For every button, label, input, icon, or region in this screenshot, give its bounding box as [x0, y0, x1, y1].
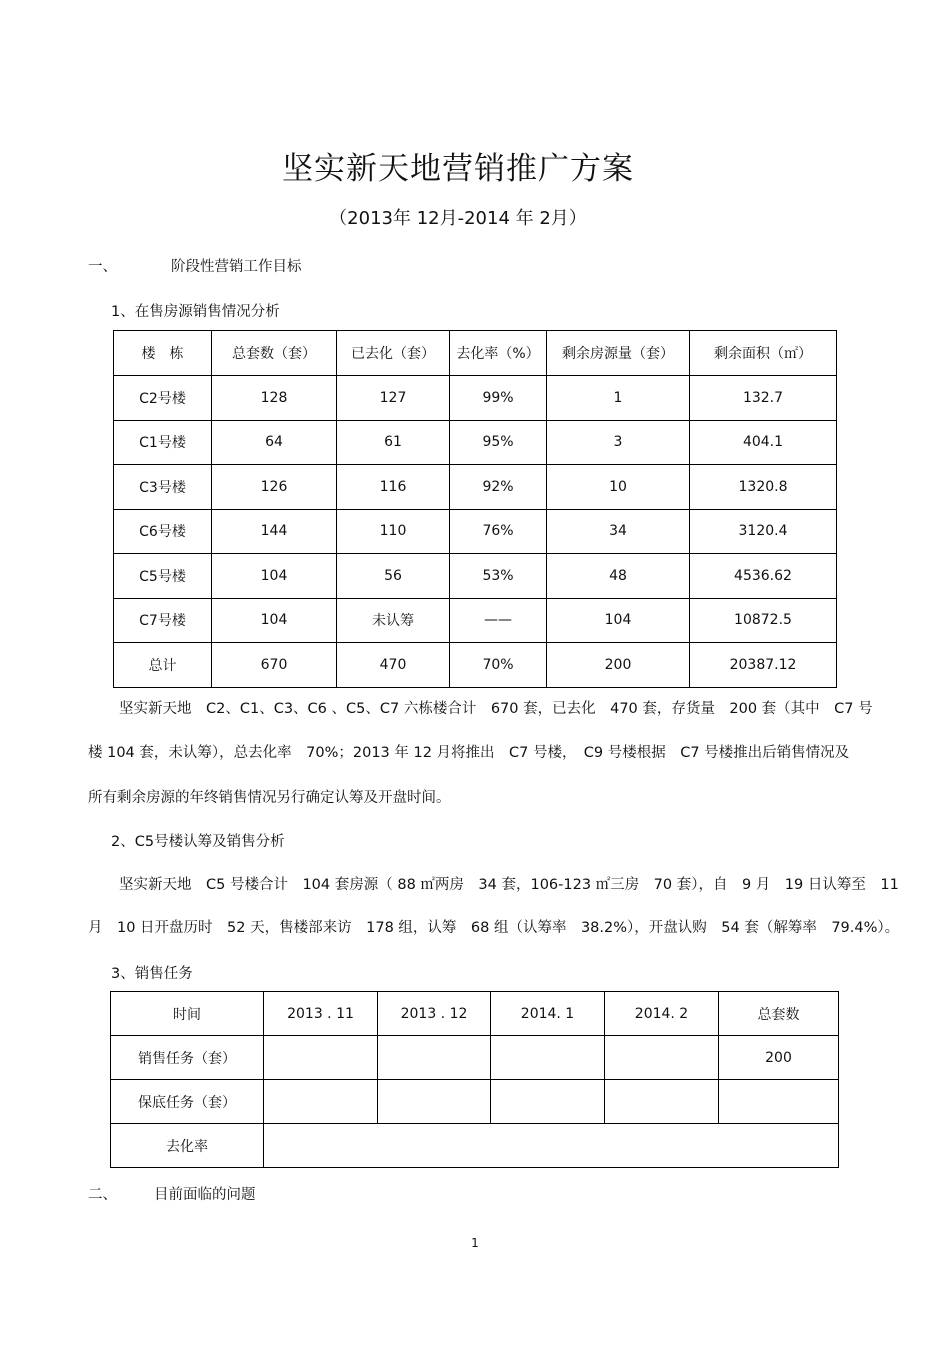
header-sell-rate: 去化率（%）	[450, 331, 547, 376]
cell: 116	[337, 465, 450, 510]
cell: 95%	[450, 420, 547, 465]
cell	[378, 1080, 491, 1124]
table-row	[111, 1124, 839, 1168]
header-building: 楼 栋	[114, 331, 212, 376]
cell: 92%	[450, 465, 547, 510]
cell: 56	[337, 554, 450, 599]
cell: 670	[212, 643, 337, 688]
cell: 104	[547, 598, 690, 643]
cell: 99%	[450, 376, 547, 421]
cell	[491, 1080, 605, 1124]
sales-task-table	[110, 991, 839, 1168]
document-subtitle: （2013年 12月-2014 年 2月）	[329, 208, 587, 229]
cell: 200	[719, 1036, 839, 1080]
header-2014-2: 2014. 2	[605, 992, 719, 1036]
section-1-number: 一、	[88, 259, 117, 275]
cell	[491, 1036, 605, 1080]
cell: 404.1	[690, 420, 837, 465]
subheading-c5-analysis: 2、C5号楼认筹及销售分析	[111, 834, 285, 850]
cell: 104	[212, 598, 337, 643]
subheading-sales-tasks: 3、销售任务	[111, 966, 193, 982]
header-total: 总套数	[719, 992, 839, 1036]
subheading-sales-analysis: 1、在售房源销售情况分析	[111, 304, 280, 320]
header-sold-units: 已去化（套）	[337, 331, 450, 376]
cell: 10	[547, 465, 690, 510]
cell: 4536.62	[690, 554, 837, 599]
cell: 76%	[450, 509, 547, 554]
cell: C2号楼	[114, 376, 212, 421]
cell: 48	[547, 554, 690, 599]
cell: 1320.8	[690, 465, 837, 510]
cell: 126	[212, 465, 337, 510]
cell	[605, 1036, 719, 1080]
cell: C1号楼	[114, 420, 212, 465]
document-title: 坚实新天地营销推广方案	[282, 151, 634, 187]
row-label-sales-task: 销售任务（套）	[111, 1036, 264, 1080]
cell: 总计	[114, 643, 212, 688]
cell	[264, 1124, 839, 1168]
cell: 1	[547, 376, 690, 421]
cell: 3	[547, 420, 690, 465]
table-header-row	[114, 331, 837, 376]
cell	[378, 1036, 491, 1080]
sales-analysis-table	[113, 330, 837, 688]
table-row	[111, 1036, 839, 1080]
row-label-sell-rate: 去化率	[111, 1124, 264, 1168]
header-remaining-area: 剩余面积（㎡）	[690, 331, 837, 376]
cell: 34	[547, 509, 690, 554]
cell: 132.7	[690, 376, 837, 421]
cell: C7号楼	[114, 598, 212, 643]
cell: C6号楼	[114, 509, 212, 554]
table-header-row	[111, 992, 839, 1036]
row-label-base-task: 保底任务（套）	[111, 1080, 264, 1124]
table-total-row	[114, 643, 837, 688]
section-1-heading	[88, 255, 302, 276]
table-row	[114, 598, 837, 643]
header-remaining-units: 剩余房源量（套）	[547, 331, 690, 376]
cell: 未认筹	[337, 598, 450, 643]
section-2-heading	[88, 1183, 256, 1204]
cell: 3120.4	[690, 509, 837, 554]
page-number: 1	[471, 1236, 479, 1250]
table-row	[114, 509, 837, 554]
cell: 53%	[450, 554, 547, 599]
header-total-units: 总套数（套）	[212, 331, 337, 376]
header-2013-11: 2013 . 11	[264, 992, 378, 1036]
header-2014-1: 2014. 1	[491, 992, 605, 1036]
cell: 64	[212, 420, 337, 465]
cell: 61	[337, 420, 450, 465]
cell: C5号楼	[114, 554, 212, 599]
header-time: 时间	[111, 992, 264, 1036]
table-row	[114, 376, 837, 421]
cell: 104	[212, 554, 337, 599]
table-row	[114, 554, 837, 599]
cell: C3号楼	[114, 465, 212, 510]
section-1-label: 阶段性营销工作目标	[171, 259, 302, 275]
paragraph-1-line-2: 楼 104 套，未认筹），总去化率 70%；2013 年 12 月将推出 C7 号楼， C9 号楼根据 C7 号楼推出后销售情况及	[88, 745, 850, 761]
cell	[264, 1036, 378, 1080]
paragraph-2-line-1: 坚实新天地 C5 号楼合计 104 套房源（ 88 ㎡两房 34 套，106-123 ㎡三房 70 套），自 9 月 19 日认筹至 11	[119, 877, 899, 893]
cell: 128	[212, 376, 337, 421]
cell	[264, 1080, 378, 1124]
paragraph-1-line-1: 坚实新天地 C2、C1、C3、C6 、C5、C7 六栋楼合计 670 套，已去化 470 套，存货量 200 套（其中 C7 号	[119, 701, 873, 717]
cell: 470	[337, 643, 450, 688]
table-row	[111, 1080, 839, 1124]
table-row	[114, 465, 837, 510]
table-row	[114, 420, 837, 465]
cell: 70%	[450, 643, 547, 688]
cell: 144	[212, 509, 337, 554]
paragraph-1-line-3: 所有剩余房源的年终销售情况另行确定认筹及开盘时间。	[88, 790, 451, 806]
section-2-label: 目前面临的问题	[154, 1187, 256, 1203]
cell: ——	[450, 598, 547, 643]
cell: 127	[337, 376, 450, 421]
cell: 10872.5	[690, 598, 837, 643]
cell	[719, 1080, 839, 1124]
cell: 110	[337, 509, 450, 554]
cell: 200	[547, 643, 690, 688]
section-2-number: 二、	[88, 1187, 117, 1203]
cell	[605, 1080, 719, 1124]
paragraph-2-line-2: 月 10 日开盘历时 52 天，售楼部来访 178 组，认筹 68 组（认筹率 38.2%），开盘认购 54 套（解筹率 79.4%）。	[88, 920, 900, 936]
header-2013-12: 2013 . 12	[378, 992, 491, 1036]
cell: 20387.12	[690, 643, 837, 688]
